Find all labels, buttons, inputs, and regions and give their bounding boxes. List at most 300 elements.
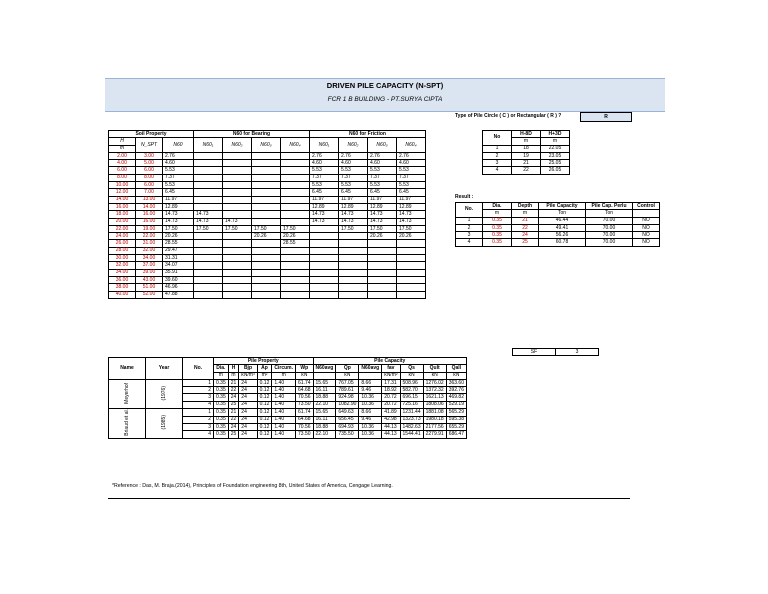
soil-nspt: 51.00 [136, 284, 163, 291]
capacity-value: 1276.02 [423, 379, 446, 386]
capacity-value: 363.60 [446, 379, 466, 386]
capacity-value: 44.13 [382, 431, 400, 438]
capacity-value: 24 [239, 431, 257, 438]
bearing-value [223, 269, 252, 276]
capacity-value: 24 [239, 416, 257, 423]
bearing-value: 14.73 [223, 218, 252, 225]
friction-value: 5.53 [339, 167, 368, 174]
bearing-value [281, 182, 310, 189]
method-year [146, 409, 183, 439]
bearing-value [252, 203, 281, 210]
capacity-value: 694.93 [336, 423, 359, 430]
soil-row [109, 284, 426, 291]
capacity-value: 21 [228, 409, 239, 416]
capacity-value: 0.12 [257, 423, 272, 430]
cap-col-header: Qall [446, 365, 466, 372]
bearing-value [281, 255, 310, 262]
bearing-value: 14.73 [194, 218, 223, 225]
cap-col-header: N60avg [359, 365, 382, 372]
bearing-header: N60 for Bearing [194, 131, 310, 138]
depth-h3d: 22.05 [541, 145, 570, 152]
capacity-value: 73.50 [296, 431, 314, 438]
soil-depth: 40.00 [109, 291, 136, 298]
capacity-value: 25 [228, 401, 239, 408]
soil-nspt: 14.00 [136, 203, 163, 210]
soil-depth: 34.00 [109, 269, 136, 276]
friction-value: 14.73 [310, 211, 339, 218]
capacity-value: 10.36 [359, 401, 382, 408]
soil-n60: 14.73 [163, 211, 194, 218]
capacity-value: 8.66 [359, 409, 382, 416]
prop-col-header: Wp [296, 365, 314, 372]
result-dia: 0.35 [483, 217, 512, 224]
friction-value: 5.53 [310, 167, 339, 174]
soil-depth: 26.00 [109, 240, 136, 247]
pile-capacity-header: Pile Capacity [313, 358, 466, 365]
cap-no-header: No. [183, 358, 214, 380]
capacity-value: 0.35 [214, 416, 229, 423]
result-capacity: 60.78 [539, 239, 586, 246]
bearing-value: 17.50 [223, 225, 252, 232]
bearing-value [252, 182, 281, 189]
capacity-value: 1.40 [272, 423, 296, 430]
method-year-text: (1976) [160, 385, 167, 401]
capacity-value: 61.74 [296, 409, 314, 416]
capacity-no: 1 [183, 409, 214, 416]
capacity-value: 44.13 [382, 423, 400, 430]
friction-value [368, 240, 397, 247]
bearing-value [194, 269, 223, 276]
friction-value: 5.53 [368, 167, 397, 174]
capacity-row [109, 379, 467, 386]
friction-value: 17.50 [397, 225, 426, 232]
capacity-value: 0.35 [214, 394, 229, 401]
capacity-value: 24 [239, 394, 257, 401]
depth-h8d: 22 [512, 167, 541, 174]
soil-depth: 22.00 [109, 225, 136, 232]
friction-value [310, 255, 339, 262]
capacity-value: 656.45 [336, 416, 359, 423]
method-name [109, 379, 146, 408]
friction-value [339, 276, 368, 283]
prop-col-header: Ap [257, 365, 272, 372]
soil-nspt: 6.00 [136, 167, 163, 174]
friction-value: 7.37 [368, 174, 397, 181]
capacity-value: 0.35 [214, 387, 229, 394]
soil-nspt: 39.00 [136, 269, 163, 276]
bearing-value [252, 276, 281, 283]
bearing-value [194, 189, 223, 196]
bearing-value [252, 240, 281, 247]
capacity-value: 1621.13 [423, 394, 446, 401]
capacity-value: 61.74 [296, 379, 314, 386]
capacity-value: 24 [239, 387, 257, 394]
depth-row [483, 152, 570, 159]
capacity-value: 22 [228, 387, 239, 394]
bearing-value [223, 203, 252, 210]
soil-row [109, 160, 426, 167]
bearing-value [252, 291, 281, 298]
method-name [109, 409, 146, 439]
reference-note: *Reference : Das, M. Braja.(2014), Principles of Foundation engineering 8th, United States of America, Cengage Learning. [112, 483, 393, 489]
friction-value: 11.97 [339, 196, 368, 203]
result-col-perlu: Pile Cap. Perlu [586, 203, 633, 210]
capacity-value: 1.40 [272, 409, 296, 416]
bearing-value [252, 247, 281, 254]
friction-value [339, 240, 368, 247]
soil-nspt: 3.00 [136, 152, 163, 159]
pile-property-header: Pile Property [214, 358, 314, 365]
friction-value [310, 240, 339, 247]
soil-property-header: Soil Property [109, 131, 194, 138]
result-depth: 21 [512, 217, 539, 224]
depth-no: 3 [483, 160, 512, 167]
bearing-value: 17.50 [194, 225, 223, 232]
bearing-value: 17.50 [281, 225, 310, 232]
page-title: DRIVEN PILE CAPACITY (N-SPT) [326, 81, 444, 90]
soil-row [109, 189, 426, 196]
soil-depth: 32.00 [109, 262, 136, 269]
soil-nspt: 8.00 [136, 174, 163, 181]
capacity-value: 924.98 [336, 394, 359, 401]
soil-nspt: 5.00 [136, 160, 163, 167]
bearing-value: 17.50 [252, 225, 281, 232]
soil-row [109, 211, 426, 218]
result-row [456, 232, 660, 239]
capacity-value: 1082.90 [336, 401, 359, 408]
capacity-row [109, 409, 467, 416]
friction-value [397, 247, 426, 254]
bearing-value [194, 247, 223, 254]
col-f2: N60₂ [339, 138, 368, 153]
friction-value: 5.53 [310, 182, 339, 189]
bearing-value [281, 167, 310, 174]
friction-value [339, 262, 368, 269]
soil-nspt: 7.00 [136, 189, 163, 196]
soil-n60: 46.96 [163, 284, 194, 291]
soil-nspt: 34.00 [136, 255, 163, 262]
friction-value: 5.53 [397, 167, 426, 174]
friction-value: 20.26 [368, 233, 397, 240]
soil-n60: 14.73 [163, 218, 194, 225]
capacity-value: 1.40 [272, 387, 296, 394]
bearing-value [281, 203, 310, 210]
capacity-value: 21 [228, 379, 239, 386]
soil-nspt: 16.00 [136, 218, 163, 225]
soil-n60: 39.60 [163, 276, 194, 283]
result-unit: m [483, 210, 512, 217]
capacity-value: 24 [228, 394, 239, 401]
capacity-value: 2177.56 [423, 423, 446, 430]
bearing-value: 20.26 [252, 233, 281, 240]
prop-col-header: Bjp [239, 365, 257, 372]
capacity-value: 696.15 [400, 394, 423, 401]
result-depth: 25 [512, 239, 539, 246]
soil-row [109, 152, 426, 159]
bearing-value [252, 284, 281, 291]
depth-col-h3d: H+3D [541, 131, 570, 138]
soil-depth: 24.00 [109, 233, 136, 240]
result-capacity: 56.26 [539, 232, 586, 239]
capacity-value: 1980.18 [423, 416, 446, 423]
capacity-value: 64.68 [296, 416, 314, 423]
soil-depth: 6.00 [109, 167, 136, 174]
capacity-value: 16.11 [313, 387, 336, 394]
capacity-value: 24 [239, 379, 257, 386]
result-capacity: 46.44 [539, 217, 586, 224]
bearing-value [252, 262, 281, 269]
soil-n60: 11.97 [163, 196, 194, 203]
capacity-no: 2 [183, 416, 214, 423]
bearing-value [281, 174, 310, 181]
friction-value [339, 284, 368, 291]
bearing-value [223, 262, 252, 269]
divider [108, 498, 630, 499]
friction-value: 12.89 [310, 203, 339, 210]
bearing-value [252, 218, 281, 225]
capacity-value: 0.35 [214, 401, 229, 408]
friction-value [310, 276, 339, 283]
depth-h3d: 26.05 [541, 167, 570, 174]
depth-h3d: 25.05 [541, 160, 570, 167]
prop-unit: kN/m³ [239, 372, 257, 379]
result-col-cap: Pile Capacity [539, 203, 586, 210]
depth-row [483, 167, 570, 174]
capacity-value: 41.89 [382, 409, 400, 416]
bearing-value [252, 167, 281, 174]
depth-h3d: 23.05 [541, 152, 570, 159]
friction-value: 14.73 [368, 218, 397, 225]
soil-nspt: 37.00 [136, 262, 163, 269]
capacity-value: 24 [239, 401, 257, 408]
friction-value: 17.50 [368, 225, 397, 232]
soil-depth: 18.00 [109, 211, 136, 218]
friction-value [368, 247, 397, 254]
soil-nspt: 22.00 [136, 233, 163, 240]
capacity-no: 3 [183, 423, 214, 430]
soil-depth: 28.00 [109, 247, 136, 254]
capacity-value: 1323.73 [400, 416, 423, 423]
bearing-value [194, 284, 223, 291]
friction-value [339, 291, 368, 298]
soil-depth: 4.00 [109, 160, 136, 167]
depth-no: 1 [483, 145, 512, 152]
soil-n60: 7.37 [163, 174, 194, 181]
friction-value [368, 291, 397, 298]
friction-value: 11.97 [397, 196, 426, 203]
friction-value: 20.26 [397, 233, 426, 240]
result-col-ctrl: Control [633, 203, 660, 210]
capacity-value: 70.56 [296, 394, 314, 401]
bearing-value [223, 174, 252, 181]
capacity-value: 9.46 [359, 387, 382, 394]
friction-value [310, 225, 339, 232]
capacity-value: 767.05 [336, 379, 359, 386]
soil-depth: 30.00 [109, 255, 136, 262]
bearing-value [223, 167, 252, 174]
sf-table [512, 348, 599, 356]
capacity-value: 529.19 [446, 401, 466, 408]
soil-n60: 2.76 [163, 152, 194, 159]
capacity-value: 8.66 [359, 379, 382, 386]
capacity-value: 24 [228, 423, 239, 430]
friction-value [397, 240, 426, 247]
soil-table [108, 130, 426, 299]
bearing-value [281, 160, 310, 167]
result-row [456, 217, 660, 224]
capacity-value: 1808.06 [423, 401, 446, 408]
capacity-value: 25 [228, 431, 239, 438]
cap-unit: kN [400, 372, 423, 379]
friction-value [397, 255, 426, 262]
soil-depth: 2.00 [109, 152, 136, 159]
col-f4: N60₄ [397, 138, 426, 153]
soil-row [109, 203, 426, 210]
bearing-value [194, 167, 223, 174]
cap-col-header: N60avg [313, 365, 336, 372]
bearing-value [252, 196, 281, 203]
friction-value [397, 291, 426, 298]
capacity-value: 1231.44 [400, 409, 423, 416]
friction-value: 4.60 [368, 160, 397, 167]
depth-no: 4 [483, 167, 512, 174]
soil-n60: 20.26 [163, 233, 194, 240]
friction-value: 6.45 [339, 189, 368, 196]
result-label: Result : [455, 194, 474, 200]
soil-row [109, 291, 426, 298]
capacity-value: 0.12 [257, 387, 272, 394]
capacity-value: 18.88 [313, 394, 336, 401]
col-h: H [109, 138, 136, 145]
friction-value [310, 291, 339, 298]
prop-unit: m [272, 372, 296, 379]
result-dia: 0.35 [483, 232, 512, 239]
col-b2: N60₂ [223, 138, 252, 153]
soil-row [109, 262, 426, 269]
soil-n60: 28.55 [163, 240, 194, 247]
cap-unit: kN [423, 372, 446, 379]
cap-unit: kN [446, 372, 466, 379]
friction-value: 14.73 [397, 218, 426, 225]
bearing-value [223, 291, 252, 298]
soil-depth: 38.00 [109, 284, 136, 291]
cap-year-header: Year [146, 358, 183, 380]
friction-value [339, 255, 368, 262]
capacity-value: 73.50 [296, 401, 314, 408]
pile-type-value[interactable]: R [580, 112, 632, 122]
bearing-value [223, 284, 252, 291]
soil-nspt: 13.00 [136, 196, 163, 203]
capacity-value: 22.10 [313, 401, 336, 408]
capacity-value: 20.72 [382, 401, 400, 408]
result-depth: 22 [512, 224, 539, 231]
friction-value: 4.60 [339, 160, 368, 167]
bearing-value [223, 189, 252, 196]
friction-value: 5.53 [339, 182, 368, 189]
depth-col-no: No [483, 131, 512, 146]
friction-value [310, 247, 339, 254]
bearing-value: 14.73 [194, 211, 223, 218]
bearing-value [281, 196, 310, 203]
bearing-value [281, 291, 310, 298]
result-row [456, 239, 660, 246]
result-control: NO [633, 232, 660, 239]
friction-value: 7.37 [397, 174, 426, 181]
friction-value: 6.45 [368, 189, 397, 196]
soil-depth: 14.00 [109, 196, 136, 203]
capacity-value: 22.10 [313, 431, 336, 438]
friction-value [368, 276, 397, 283]
friction-value [310, 233, 339, 240]
capacity-value: 582.70 [400, 387, 423, 394]
bearing-value [281, 276, 310, 283]
bearing-value [194, 203, 223, 210]
result-control: NO [633, 217, 660, 224]
soil-n60: 31.31 [163, 255, 194, 262]
soil-n60: 17.50 [163, 225, 194, 232]
capacity-value: 725.16 [400, 401, 423, 408]
bearing-value [252, 152, 281, 159]
soil-row [109, 225, 426, 232]
soil-row [109, 247, 426, 254]
soil-depth: 12.00 [109, 189, 136, 196]
col-b3: N60₃ [252, 138, 281, 153]
capacity-value: 1372.32 [423, 387, 446, 394]
friction-value: 14.73 [339, 218, 368, 225]
capacity-value: 686.47 [446, 431, 466, 438]
capacity-value: 20.72 [382, 394, 400, 401]
friction-value: 4.60 [310, 160, 339, 167]
bearing-value [281, 269, 310, 276]
capacity-value: 0.12 [257, 409, 272, 416]
capacity-value: 0.35 [214, 409, 229, 416]
friction-value: 7.37 [339, 174, 368, 181]
capacity-value: 469.82 [446, 394, 466, 401]
depth-table [482, 130, 570, 175]
capacity-value: 24 [239, 409, 257, 416]
soil-nspt: 6.00 [136, 182, 163, 189]
friction-value [397, 284, 426, 291]
col-b1: N60₁ [194, 138, 223, 153]
result-depth: 24 [512, 232, 539, 239]
capacity-value: 1482.63 [400, 423, 423, 430]
soil-nspt: 32.00 [136, 247, 163, 254]
bearing-value: 28.55 [281, 240, 310, 247]
friction-value [310, 284, 339, 291]
col-h-unit: m [109, 145, 136, 152]
friction-value: 12.89 [339, 203, 368, 210]
bearing-value [194, 174, 223, 181]
capacity-value: 0.35 [214, 431, 229, 438]
method-year-text: (1985) [160, 415, 167, 430]
cap-unit: kN [336, 372, 359, 379]
soil-depth: 36.00 [109, 276, 136, 283]
bearing-value [223, 196, 252, 203]
capacity-value: 0.12 [257, 394, 272, 401]
cap-unit: kN/m² [382, 372, 400, 379]
capacity-no: 2 [183, 387, 214, 394]
soil-row [109, 174, 426, 181]
capacity-no: 1 [183, 379, 214, 386]
friction-value: 17.50 [339, 225, 368, 232]
bearing-value [252, 189, 281, 196]
capacity-value: 18.92 [382, 387, 400, 394]
capacity-value: 0.12 [257, 379, 272, 386]
result-control: NO [633, 224, 660, 231]
bearing-value [281, 218, 310, 225]
bearing-value [281, 284, 310, 291]
soil-n60: 29.47 [163, 247, 194, 254]
